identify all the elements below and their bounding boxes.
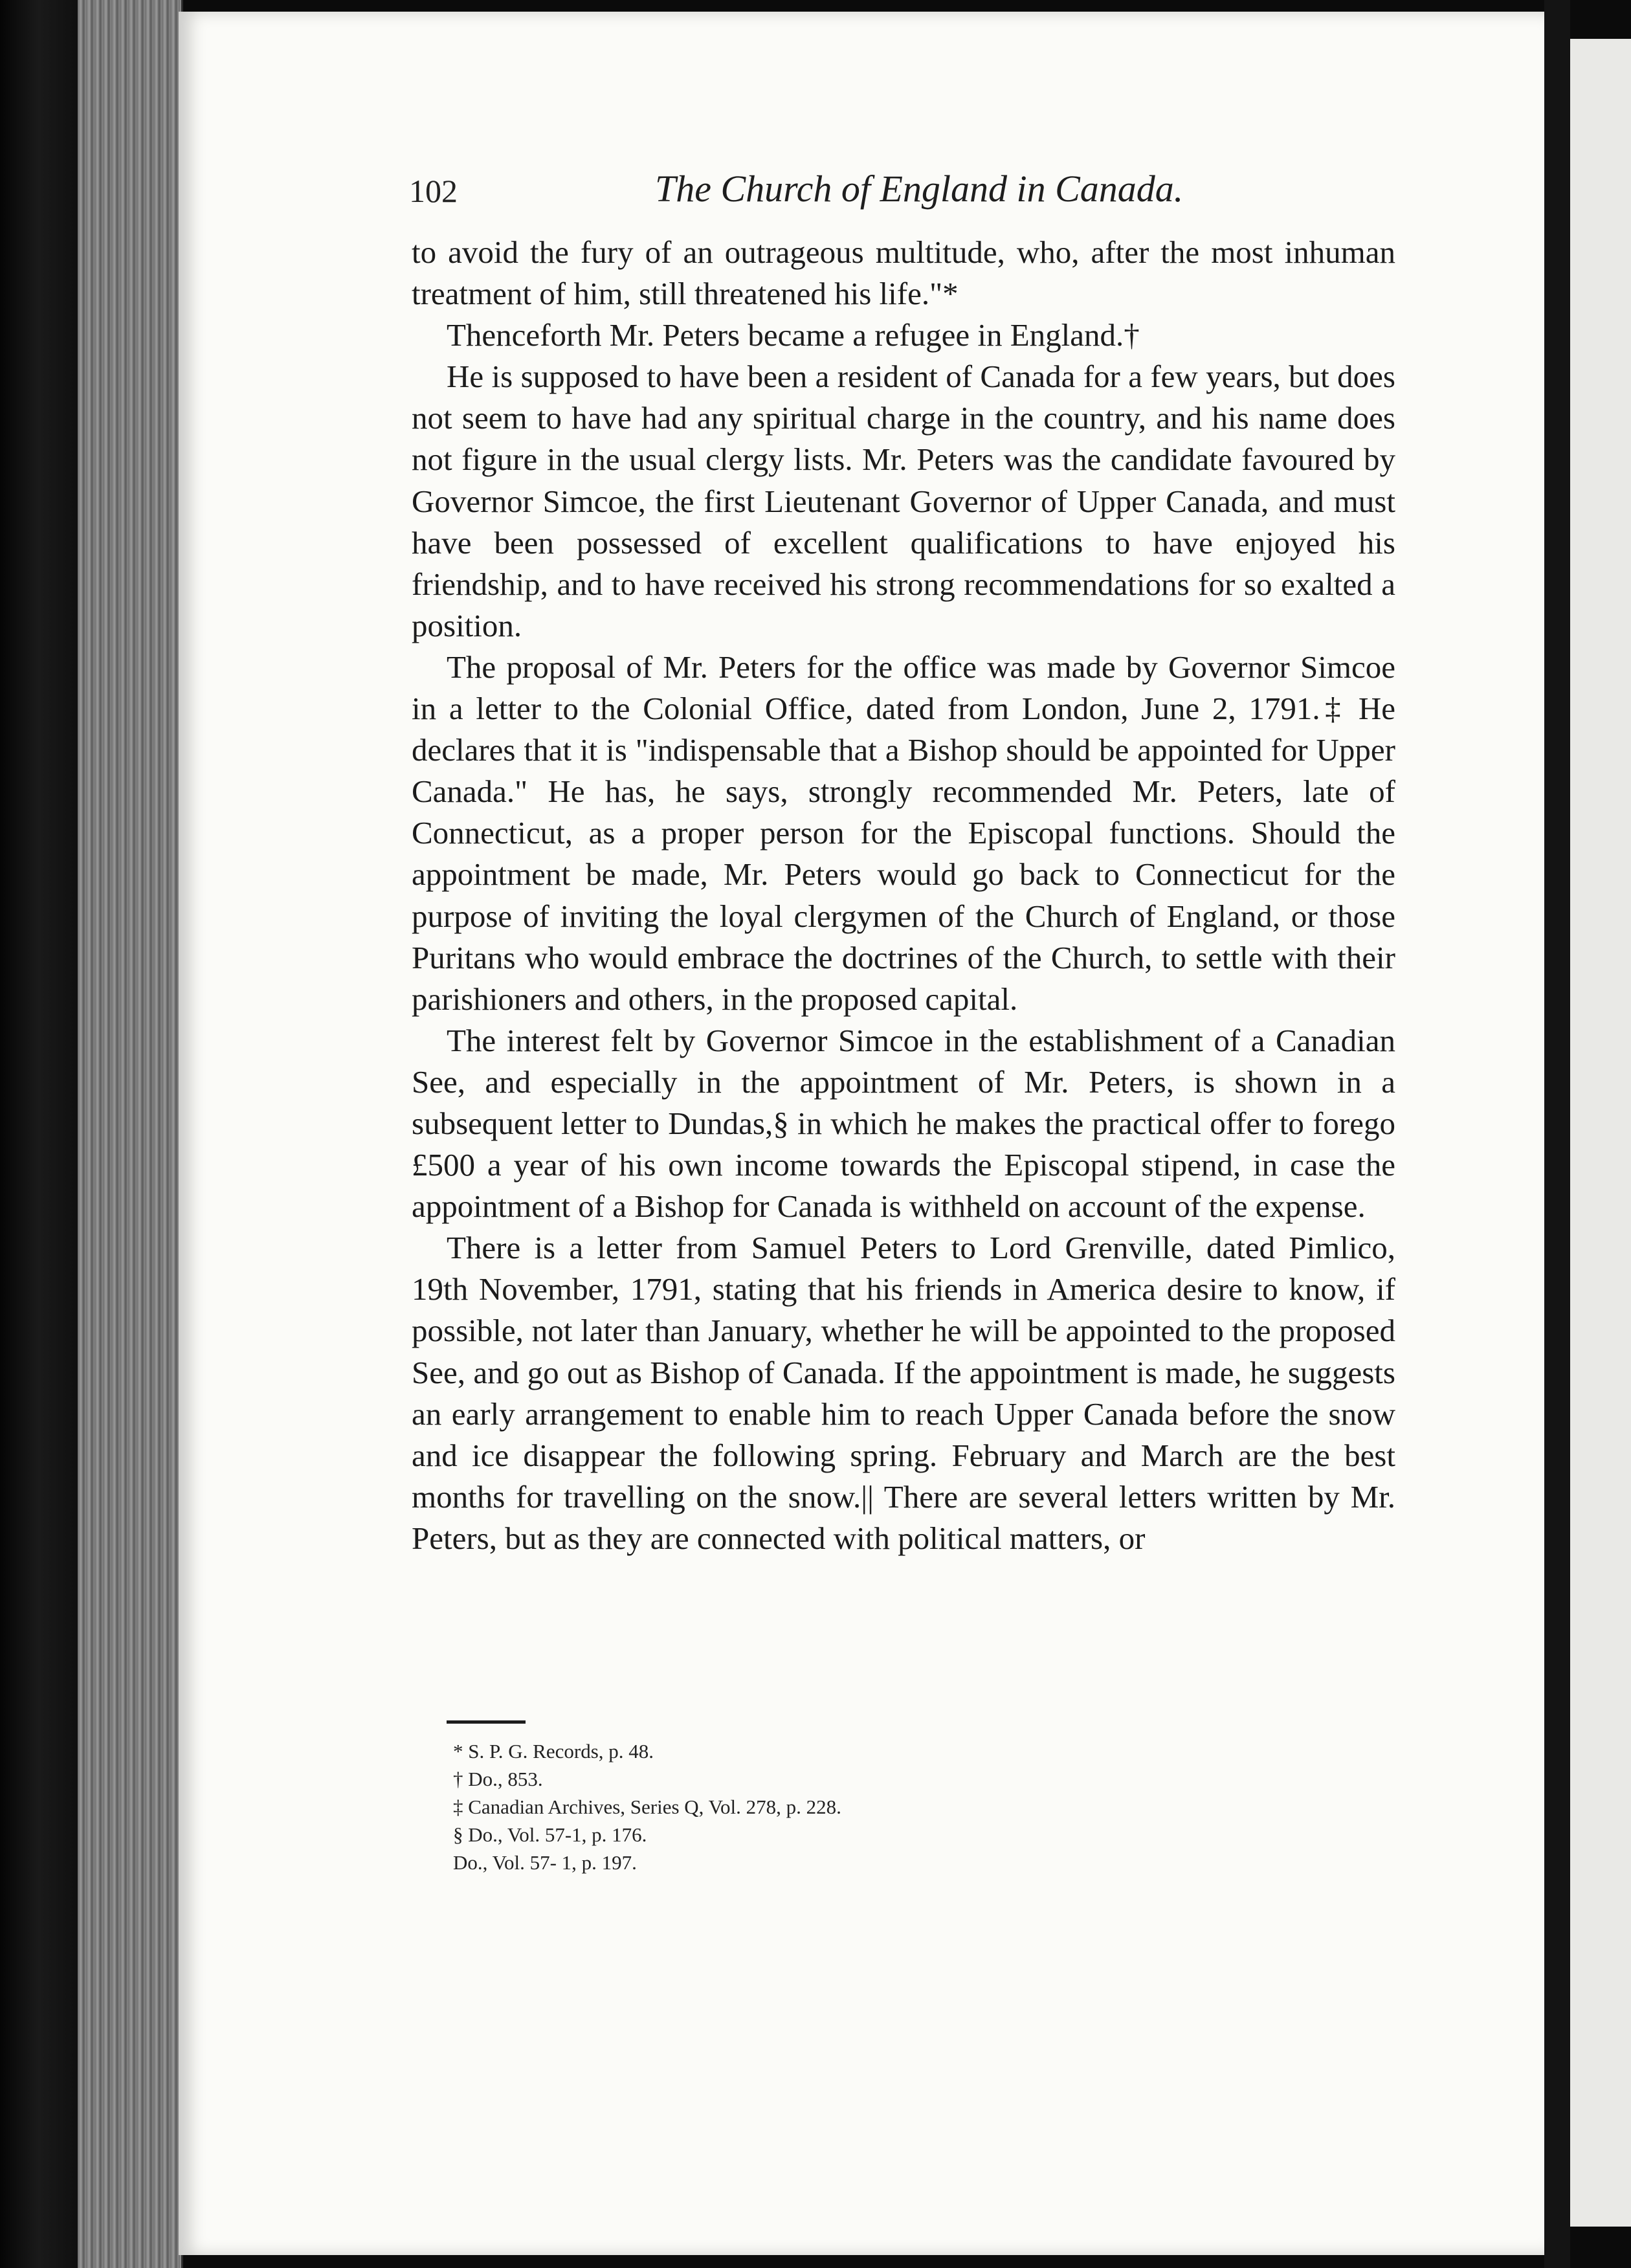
footnote: * S. P. G. Records, p. 48.	[453, 1740, 654, 1762]
gutter-shadow	[1544, 0, 1570, 2268]
page-number: 102	[409, 173, 458, 209]
page-header	[409, 167, 1406, 219]
page-edges	[78, 0, 183, 2268]
footnote: § Do., Vol. 57-1, p. 176.	[453, 1823, 647, 1846]
footnote: † Do., 853.	[453, 1768, 543, 1790]
paragraph: The interest felt by Governor Simcoe in the establishment of a Canadian See, and especially in the appointment of Mr. Peters, is shown in a subsequent letter to Dundas,§ in which he makes the practical offer to forego £500 a year of his own income towards the Episcopal stipend, in case the appointment of a Bishop for Canada is withheld on account of the expense.	[412, 1022, 1395, 1225]
paragraph: Thenceforth Mr. Peters became a refugee in England.†	[447, 317, 1140, 353]
footnote-rule	[447, 1720, 526, 1724]
paragraph: The proposal of Mr. Peters for the office was made by Governor Simcoe in a letter to the Colonial Office, dated from London, June 2, 1791.‡ He declares that it is "indispensable that a Bishop should be appointed for Upper Canada." He has, he says, strongly recommended Mr. Peters, late of Connecticut, as a proper person for the Episcopal functions. Should the appointment be made, Mr. Peters would go back to Connecticut for the purpose of inviting the loyal clergymen of the Church of England, or those Puritans who would embrace the doctrines of the Church, to settle with their parishioners and others, in the proposed capital.	[412, 649, 1395, 1017]
paragraph: He is supposed to have been a resident of Canada for a few years, but does not seem to have had any spiritual charge in the country, and his name does not figure in the usual clergy lists. Mr. Peters was the candidate favoured by Governor Simcoe, the first Lieutenant Governor of Upper Canada, and must have been possessed of excellent qualifications to have enjoyed his friendship, and to have received his strong recommendations for so exalted a position.	[412, 359, 1395, 643]
footnote: ‡ Canadian Archives, Series Q, Vol. 278, p. 228.	[453, 1796, 841, 1818]
running-head: The Church of England in Canada.	[655, 168, 1184, 210]
footnote: Do., Vol. 57- 1, p. 197.	[453, 1851, 637, 1874]
body-text	[412, 232, 1395, 1559]
footnotes	[453, 1737, 1359, 1876]
adjacent-page	[1570, 39, 1631, 2227]
paragraph-continued: to avoid the fury of an outrageous multitude, who, after the most inhuman treatment of him, still threatened his life."*	[412, 234, 1395, 312]
paragraph: There is a letter from Samuel Peters to Lord Grenville, dated Pimlico, 19th November, 1791, stating that his friends in America desire to know, if possible, not later than January, whether he will be appointed to the proposed See, and go out as Bishop of Canada. If the appointment is made, he suggests an early arrangement to enable him to reach Upper Canada before the snow and ice disappear the following spring. February and March are the best months for travelling on the snow.|| There are several letters written by Mr. Peters, but as they are connected with political matters, or	[412, 1230, 1395, 1556]
